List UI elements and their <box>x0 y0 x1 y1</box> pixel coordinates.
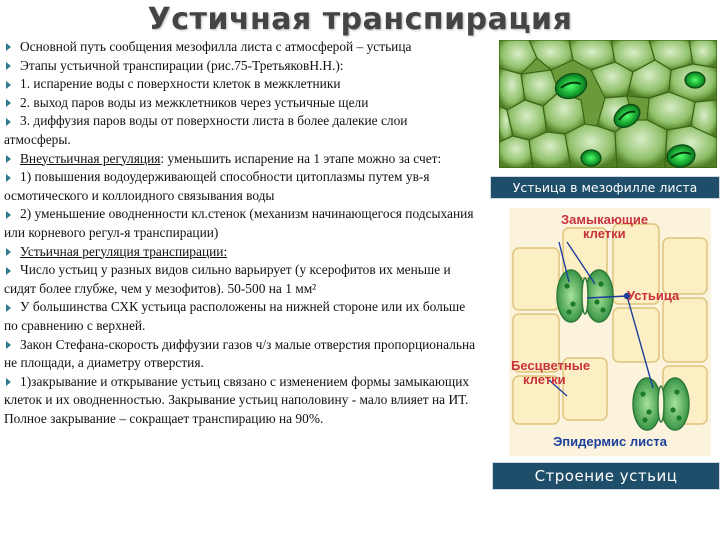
text-paragraph <box>4 57 476 76</box>
text-run: Устьичная регуляция транспирации: <box>20 243 228 259</box>
label-leaf-epidermis: Эпидермис листа <box>553 434 667 449</box>
label-guard-cells-2: клетки <box>583 226 626 241</box>
caption-stoma-structure: Строение устьиц <box>492 462 720 490</box>
bullet-arrow-icon <box>6 99 11 107</box>
label-colorless-cells-2: клетки <box>523 372 566 387</box>
text-run: Этапы устьичной транспирации (рис.75-ТретьяковН.Н.): <box>20 57 344 73</box>
text-paragraph <box>4 261 476 298</box>
bullet-arrow-icon <box>6 43 11 51</box>
text-run: : уменьшить испарение на 1 этапе можно за счет: <box>160 150 442 166</box>
bullet-arrow-icon <box>6 341 11 349</box>
bullet-arrow-icon <box>6 211 11 219</box>
text-run: 1. испарение воды с поверхности клеток в межклетники <box>20 76 341 92</box>
text-paragraph <box>4 112 476 149</box>
text-paragraph <box>4 150 476 169</box>
text-run: Число устьиц у разных видов сильно варьирует (у ксерофитов их меньше и сидят более глубже, чем у мезофитов). 50-500 на 1 мм² <box>4 262 451 296</box>
text-run: Внеустьичная регуляция <box>20 150 161 166</box>
text-run: Закон Стефана-скорость диффузии газов ч/з малые отверстия пропорциональна не площади, а диаметру отверстия. <box>4 336 476 371</box>
bullet-arrow-icon <box>6 62 11 70</box>
body-text <box>4 38 476 428</box>
bullet-arrow-icon <box>6 248 11 256</box>
text-paragraph <box>4 38 476 57</box>
text-run: Основной путь сообщения мезофилла листа с атмосферой – устьица <box>20 39 412 54</box>
text-run: 1) повышения водоудерживающей способности цитоплазмы путем ув-я осмотического и коллоидного связывания воды <box>4 169 430 203</box>
text-paragraph <box>4 336 476 373</box>
text-run: 1)закрывание и открывание устьиц связано с изменением формы замыкающих клеток и их оводненностью. Закрывание устьиц наполовину - мало влияет на ИТ. Полное закрывание – сокращает транспирацию на 90%. <box>4 373 470 426</box>
text-paragraph <box>4 373 476 429</box>
stoma-structure-diagram <box>509 208 711 456</box>
stomata-micrograph <box>499 40 717 168</box>
text-run: 2) уменьшение оводненности кл.стенок (механизм начинающегося подсыхания или корневого регул-я транспирации) <box>4 206 474 240</box>
text-paragraph <box>4 168 476 205</box>
slide-title: Устичная транспирация <box>147 2 573 37</box>
label-guard-cells-1: Замыкающие <box>561 212 649 227</box>
bullet-arrow-icon <box>6 304 11 312</box>
text-run: У большинства СХК устьица расположены на нижней стороне или их больше по сравнению с верхней. <box>4 299 466 333</box>
text-run: 2. выход паров воды из межклетников через устьичные щели <box>20 94 369 110</box>
text-run: 3. диффузия паров воды от поверхности листа в более далекие слои атмосферы. <box>4 113 408 147</box>
bullet-arrow-icon <box>6 174 11 182</box>
bullet-arrow-icon <box>6 118 11 126</box>
bullet-arrow-icon <box>6 267 11 275</box>
caption-stomata-in-mesophyll: Устьица в мезофилле листа <box>490 176 720 199</box>
text-paragraph <box>4 298 476 335</box>
bullet-arrow-icon <box>6 81 11 89</box>
text-paragraph <box>4 94 476 113</box>
bullet-arrow-icon <box>6 378 11 386</box>
label-colorless-cells-1: Бесцветные <box>511 358 591 373</box>
stoma-structure-drawing <box>509 208 711 456</box>
label-stoma: Устьица <box>627 288 680 303</box>
text-paragraph <box>4 75 476 94</box>
text-paragraph <box>4 243 476 262</box>
stomata-micrograph-image <box>499 40 717 168</box>
text-paragraph <box>4 205 476 242</box>
bullet-arrow-icon <box>6 155 11 163</box>
